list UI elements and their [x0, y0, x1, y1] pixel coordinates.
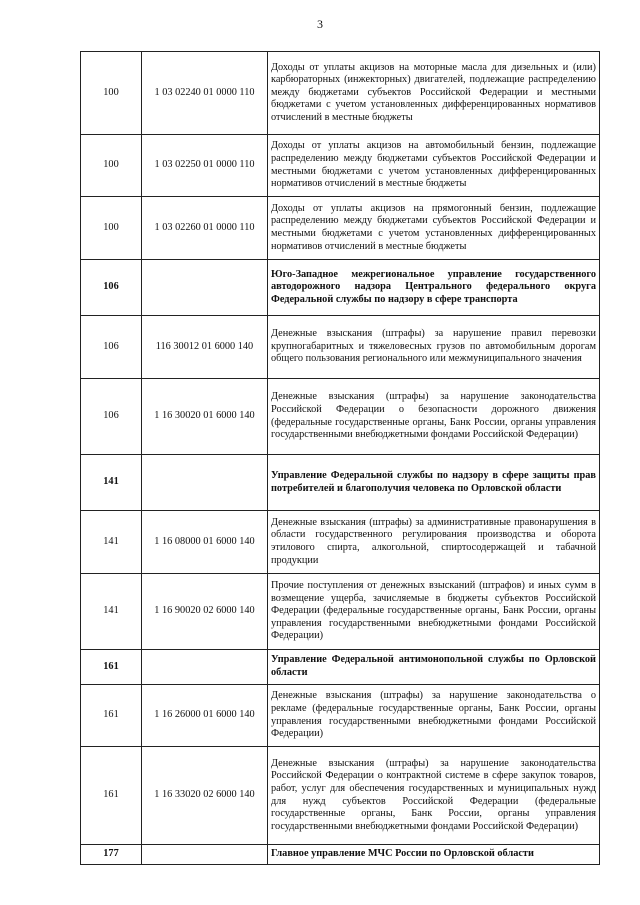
revenue-name-cell: Юго-Западное межрегиональное управление государственного автодорожного надзора Центрального федерального округа Федеральной службы по надзору в сфере транспорта — [268, 260, 600, 316]
admin-code-cell: 141 — [81, 455, 142, 511]
admin-code-cell: 106 — [81, 379, 142, 455]
revenue-name-cell: Доходы от уплаты акцизов на автомобильный бензин, подлежащие распределению между бюджетами субъектов Российской Федерации и местными бюджетами с учетом установленных дифференцированных нормативов отчислений в местные бюджеты — [268, 135, 600, 197]
revenue-name-cell: Управление Федеральной службы по надзору в сфере защиты прав потребителей и благополучия человека по Орловской области — [268, 455, 600, 511]
admin-code-cell: 161 — [81, 650, 142, 685]
table-row — [81, 52, 600, 135]
table-header-row — [81, 845, 600, 865]
table-row — [81, 197, 600, 260]
budget-code-cell: 1 16 08000 01 6000 140 — [142, 511, 268, 574]
revenue-name-cell: Денежные взыскания (штрафы) за нарушение законодательства о рекламе (федеральные государственные органы, Банк России, органы управления государственными внебюджетными фондами Российской Федерации) — [268, 685, 600, 747]
budget-code-cell — [142, 260, 268, 316]
admin-code-cell: 161 — [81, 685, 142, 747]
budget-code-cell — [142, 845, 268, 865]
budget-code-cell — [142, 650, 268, 685]
budget-code-cell: 1 16 33020 02 6000 140 — [142, 747, 268, 845]
budget-code-cell: 1 16 90020 02 6000 140 — [142, 574, 268, 650]
admin-code-cell: 141 — [81, 511, 142, 574]
revenue-name-cell: Управление Федеральной антимонопольной службы по Орловской области — [268, 650, 600, 685]
revenue-name-cell: Прочие поступления от денежных взысканий (штрафов) и иных сумм в возмещение ущерба, зачисляемые в бюджеты субъектов Российской Федерации (федеральные государственные органы, Банк России, органы управления государственными внебюджетными фондами Российской Федерации) — [268, 574, 600, 650]
table-row — [81, 511, 600, 574]
table-row — [81, 685, 600, 747]
table-header-row — [81, 260, 600, 316]
table-row — [81, 574, 600, 650]
page-number: 3 — [317, 17, 323, 31]
budget-code-cell — [142, 455, 268, 511]
admin-code-cell: 106 — [81, 260, 142, 316]
table-header-row — [81, 455, 600, 511]
admin-code-cell: 100 — [81, 197, 142, 260]
table-row — [81, 747, 600, 845]
table-row — [81, 135, 600, 197]
admin-code-cell: 161 — [81, 747, 142, 845]
revenue-name-cell: Денежные взыскания (штрафы) за административные правонарушения в области государственного регулирования производства и оборота этилового спирта, алкогольной, спиртосодержащей и табачной продукции — [268, 511, 600, 574]
revenue-name-cell: Главное управление МЧС России по Орловской области — [268, 845, 600, 865]
budget-code-cell: 116 30012 01 6000 140 — [142, 316, 268, 379]
budget-code-cell: 1 03 02250 01 0000 110 — [142, 135, 268, 197]
revenue-name-cell: Денежные взыскания (штрафы) за нарушение законодательства Российской Федерации о безопасности дорожного движения (федеральные государственные органы, Банк России, органы управления государственными внебюджетными фондами Российской Федерации) — [268, 379, 600, 455]
revenue-name-cell: Денежные взыскания (штрафы) за нарушение законодательства Российской Федерации о контрактной системе в сфере закупок товаров, работ, услуг для обеспечения государственных и муниципальных нужд для нужд субъектов Российской Федерации (федеральные государственные органы, Банк России, органы управления государственными внебюджетными фондами Российской Федерации) — [268, 747, 600, 845]
admin-code-cell: 100 — [81, 135, 142, 197]
table-header-row — [81, 650, 600, 685]
admin-code-cell: 177 — [81, 845, 142, 865]
table-body — [81, 52, 600, 865]
admin-code-cell: 141 — [81, 574, 142, 650]
budget-code-cell: 1 03 02240 01 0000 110 — [142, 52, 268, 135]
revenue-name-cell: Доходы от уплаты акцизов на прямогонный бензин, подлежащие распределению между бюджетами субъектов Российской Федерации и местными бюджетами с учетом установленных дифференцированных нормативов отчислений в местные бюджеты — [268, 197, 600, 260]
table-row — [81, 316, 600, 379]
admin-code-cell: 106 — [81, 316, 142, 379]
budget-code-cell: 1 03 02260 01 0000 110 — [142, 197, 268, 260]
revenue-codes-table — [80, 51, 600, 865]
admin-code-cell: 100 — [81, 52, 142, 135]
budget-code-cell: 1 16 30020 01 6000 140 — [142, 379, 268, 455]
revenue-name-cell: Доходы от уплаты акцизов на моторные масла для дизельных и (или) карбюраторных (инжекторных) двигателей, подлежащие распределению между бюджетами субъектов Российской Федерации и местными бюджетами с учетом установленных дифференцированных нормативов отчислений в местные бюджеты — [268, 52, 600, 135]
table-row — [81, 379, 600, 455]
budget-code-cell: 1 16 26000 01 6000 140 — [142, 685, 268, 747]
revenue-name-cell: Денежные взыскания (штрафы) за нарушение правил перевозки крупногабаритных и тяжеловесных грузов по автомобильным дорогам общего пользования регионального или межмуниципального значения — [268, 316, 600, 379]
